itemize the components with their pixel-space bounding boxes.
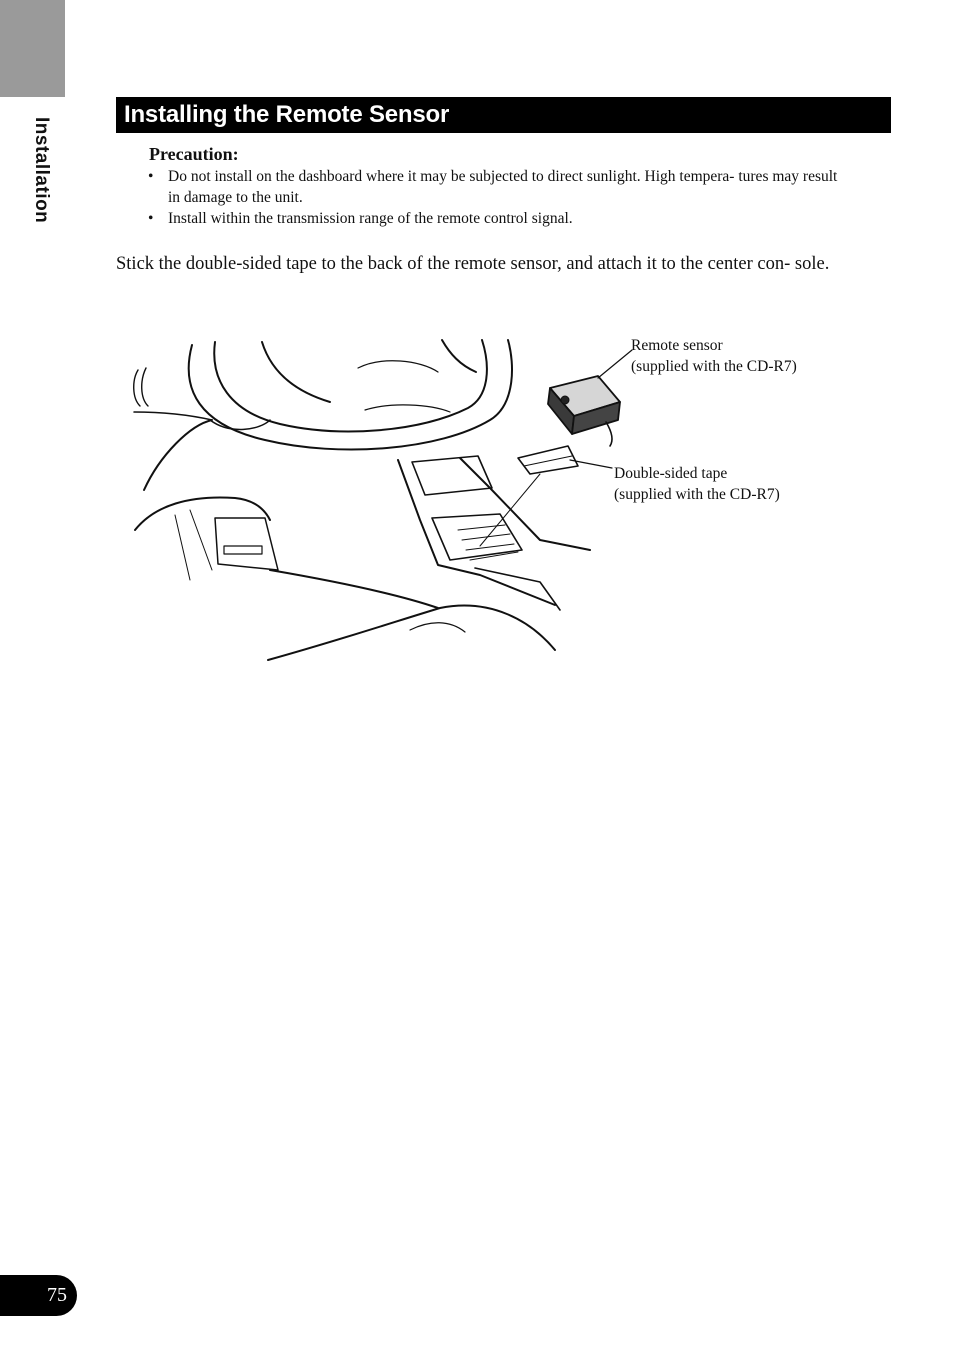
section-title: Installing the Remote Sensor — [116, 97, 891, 133]
precaution-heading: Precaution: — [149, 144, 239, 164]
precaution-item — [148, 166, 848, 208]
remote-sensor-callout — [631, 335, 797, 377]
callout-line: Double-sided tape — [614, 465, 728, 482]
attach-guide-line — [480, 474, 540, 546]
bullet-icon: • — [148, 210, 154, 227]
double-sided-tape — [518, 446, 578, 474]
callout-line: (supplied with the CD-R7) — [631, 358, 797, 375]
double-sided-tape-callout — [614, 463, 780, 505]
bullet-icon: • — [148, 168, 154, 185]
page-number: 75 — [0, 1275, 77, 1316]
remote-sensor-device — [548, 376, 620, 446]
instruction-paragraph: Stick the double-sided tape to the back of the remote sensor, and attach it to the center con- sole. — [116, 254, 830, 274]
precaution-item-text: Install within the transmission range of the remote control signal. — [168, 210, 573, 227]
door-panel — [144, 420, 212, 490]
callout-line: (supplied with the CD-R7) — [614, 486, 780, 503]
steering-wheel — [189, 340, 512, 450]
precaution-item — [148, 208, 848, 229]
precaution-list — [148, 166, 848, 229]
side-section-label: Installation — [31, 117, 52, 224]
side-tab — [0, 0, 65, 97]
dashboard — [134, 412, 212, 420]
sensor-leader-line — [598, 350, 632, 378]
precaution-item-text: Do not install on the dashboard where it may be subjected to direct sunlight. High tempera- tures may result in damage to the unit. — [168, 168, 838, 206]
callout-line: Remote sensor — [631, 337, 723, 354]
passenger-seat — [268, 606, 555, 660]
